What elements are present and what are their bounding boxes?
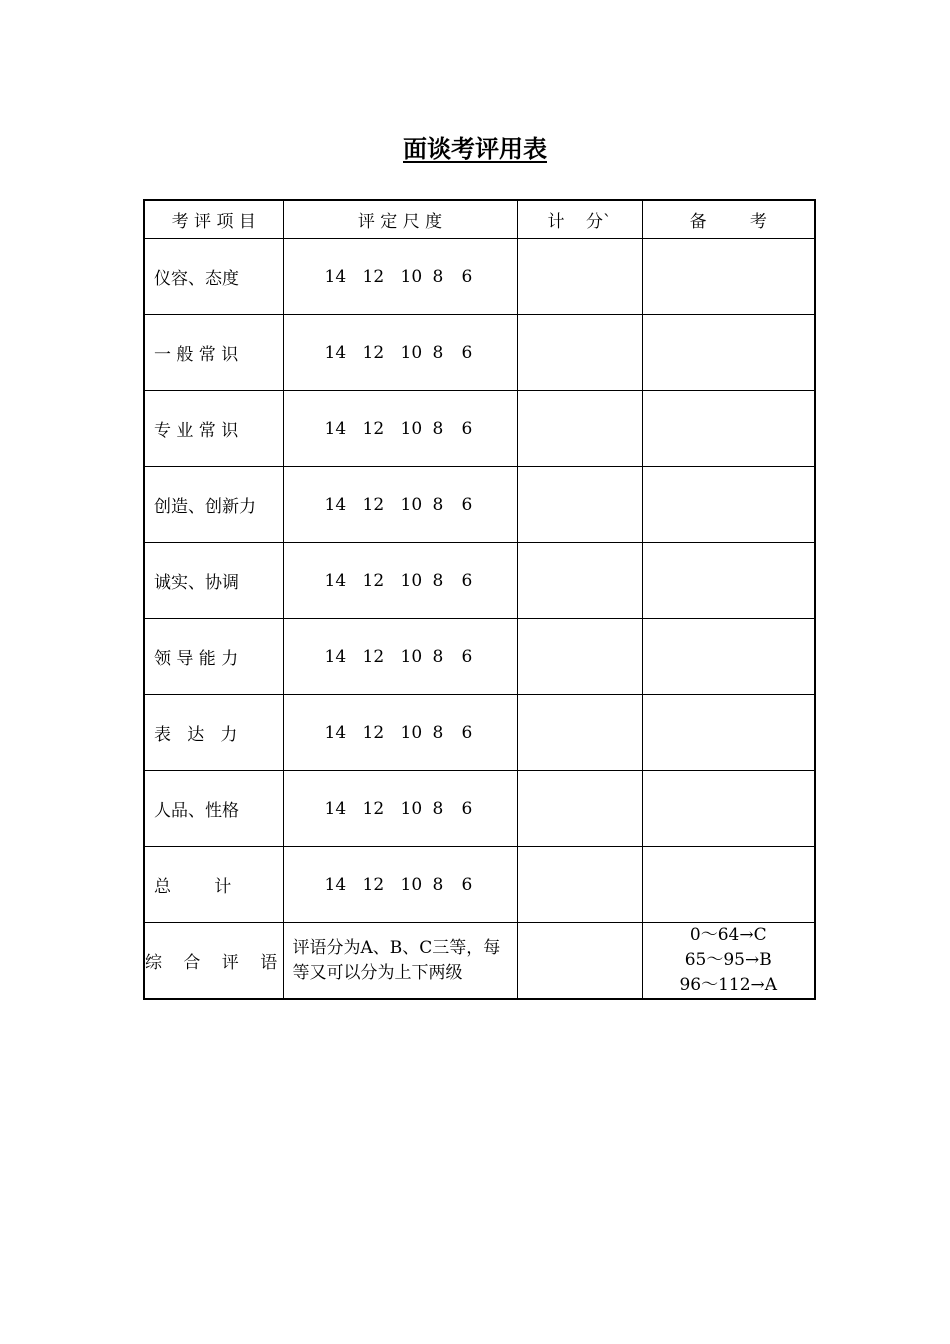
scale-value: 6 (461, 722, 473, 743)
summary-text: 评语分为A、B、C三等，每等又可以分为上下两级 (283, 923, 517, 1000)
scale-value: 8 (432, 874, 444, 895)
scale-value: 12 (362, 798, 385, 819)
scale-value: 10 (400, 266, 423, 287)
score-cell[interactable] (517, 695, 642, 771)
scale-value: 12 (362, 722, 385, 743)
score-cell[interactable] (517, 239, 642, 315)
scale-value: 12 (362, 266, 385, 287)
scale-cell (283, 847, 517, 923)
score-cell[interactable] (517, 391, 642, 467)
scale-value: 10 (400, 722, 423, 743)
page-title: 面谈考评用表 (403, 134, 547, 163)
scale-value: 10 (400, 494, 423, 515)
scale-value: 10 (400, 570, 423, 591)
remark-cell[interactable] (642, 467, 815, 543)
scale-value: 10 (400, 798, 423, 819)
score-cell[interactable] (517, 467, 642, 543)
scale-value: 14 (324, 798, 347, 819)
table-row (144, 695, 815, 771)
scale-value: 8 (432, 342, 444, 363)
score-cell[interactable] (517, 619, 642, 695)
summary-label: 综 合 评 语 (144, 923, 283, 1000)
scale-value: 6 (461, 570, 473, 591)
scale-value: 14 (324, 874, 347, 895)
scale-cell (283, 543, 517, 619)
remark-cell[interactable] (642, 619, 815, 695)
scale-value: 10 (400, 646, 423, 667)
grade-scale-cell (642, 923, 815, 1000)
score-cell[interactable] (517, 543, 642, 619)
scale-value: 14 (324, 266, 347, 287)
score-cell[interactable] (517, 771, 642, 847)
scale-cell (283, 315, 517, 391)
evaluation-table (143, 199, 816, 1000)
scale-cell (283, 619, 517, 695)
scale-value: 8 (432, 722, 444, 743)
scale-value: 8 (432, 646, 444, 667)
scale-value: 14 (324, 494, 347, 515)
remark-cell[interactable] (642, 695, 815, 771)
row-label: 专 业 常 识 (144, 391, 283, 467)
header-score: 计 分` (517, 200, 642, 239)
summary-row (144, 923, 815, 1000)
header-scale: 评 定 尺 度 (283, 200, 517, 239)
scale-cell (283, 391, 517, 467)
scale-value: 10 (400, 874, 423, 895)
grade-line: 0～64→C (689, 925, 767, 945)
scale-cell (283, 239, 517, 315)
row-label: 表 达 力 (144, 695, 283, 771)
scale-cell (283, 467, 517, 543)
header-item: 考 评 项 目 (144, 200, 283, 239)
scale-cell (283, 771, 517, 847)
scale-value: 6 (461, 418, 473, 439)
remark-cell[interactable] (642, 543, 815, 619)
scale-value: 8 (432, 570, 444, 591)
remark-cell[interactable] (642, 239, 815, 315)
scale-value: 10 (400, 342, 423, 363)
scale-value: 8 (432, 798, 444, 819)
scale-cell (283, 695, 517, 771)
row-label: 创造、创新力 (144, 467, 283, 543)
remark-cell[interactable] (642, 771, 815, 847)
row-label: 仪容、态度 (144, 239, 283, 315)
grade-line: 65～95→B (684, 950, 772, 970)
scale-value: 8 (432, 266, 444, 287)
table-row (144, 239, 815, 315)
scale-value: 12 (362, 418, 385, 439)
scale-value: 12 (362, 342, 385, 363)
scale-value: 8 (432, 418, 444, 439)
table-row (144, 315, 815, 391)
scale-value: 14 (324, 418, 347, 439)
table-row (144, 391, 815, 467)
scale-value: 6 (461, 798, 473, 819)
scale-value: 12 (362, 874, 385, 895)
scale-value: 12 (362, 494, 385, 515)
scale-value: 6 (461, 494, 473, 515)
remark-cell[interactable] (642, 391, 815, 467)
scale-value: 6 (461, 266, 473, 287)
table-row-total (144, 847, 815, 923)
score-cell[interactable] (517, 315, 642, 391)
table-header-row (144, 200, 815, 239)
scale-value: 8 (432, 494, 444, 515)
row-label: 一 般 常 识 (144, 315, 283, 391)
table-row (144, 543, 815, 619)
remark-cell[interactable] (642, 847, 815, 923)
scale-value: 6 (461, 874, 473, 895)
table-row (144, 619, 815, 695)
row-label: 诚实、协调 (144, 543, 283, 619)
grade-line: 96～112→A (679, 975, 778, 995)
row-label: 总 计 (144, 847, 283, 923)
scale-value: 6 (461, 646, 473, 667)
score-cell[interactable] (517, 847, 642, 923)
scale-value: 12 (362, 570, 385, 591)
header-remark: 备 考 (642, 200, 815, 239)
scale-value: 6 (461, 342, 473, 363)
scale-value: 14 (324, 722, 347, 743)
table-row (144, 467, 815, 543)
scale-value: 10 (400, 418, 423, 439)
row-label: 人品、性格 (144, 771, 283, 847)
summary-score-cell[interactable] (517, 923, 642, 1000)
remark-cell[interactable] (642, 315, 815, 391)
scale-value: 14 (324, 646, 347, 667)
scale-value: 14 (324, 570, 347, 591)
row-label: 领 导 能 力 (144, 619, 283, 695)
scale-value: 14 (324, 342, 347, 363)
scale-value: 12 (362, 646, 385, 667)
table-row (144, 771, 815, 847)
